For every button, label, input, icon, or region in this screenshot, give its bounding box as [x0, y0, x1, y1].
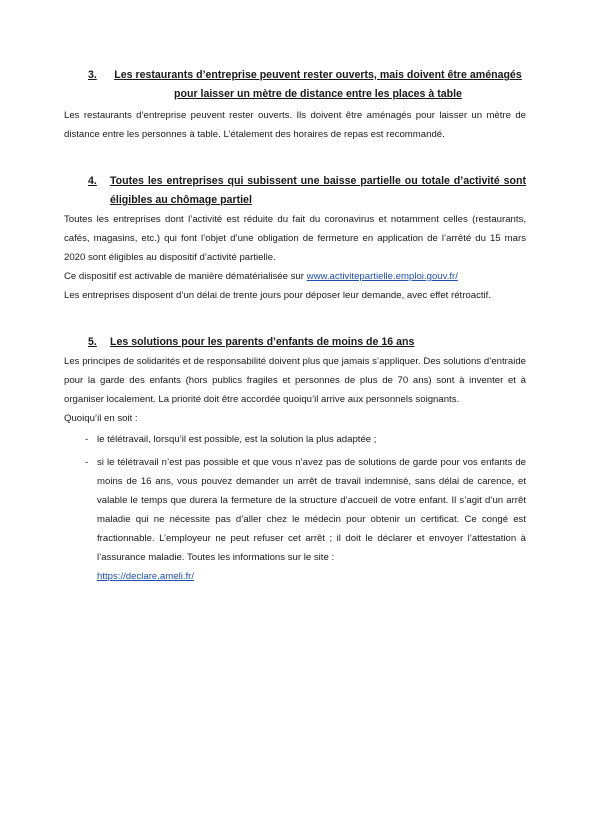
section-4-delay: Les entreprises disposent d’un délai de trente jours pour déposer leur demande, avec effet rétroactif.: [64, 290, 492, 301]
section-5-intro: Quoiqu’il en soit :: [64, 413, 138, 424]
section-4-activation-text: Ce dispositif est activable de manière dématérialisée sur: [64, 271, 307, 282]
section-3-body: Les restaurants d’entreprise peuvent rester ouverts. Ils doivent être aménagés pour laisser un mètre de distance entre les personnes à table. L’étalement des horaires de repas est recommandé.: [64, 110, 526, 140]
section-4-activation: [64, 267, 526, 286]
bullet-item-2: [64, 453, 526, 586]
declare-ameli-link[interactable]: https://declare.ameli.fr/: [97, 571, 195, 582]
section-4-heading: [64, 172, 526, 210]
activite-partielle-link[interactable]: www.activitepartielle.emploi.gouv.fr/: [306, 271, 458, 282]
section-4: [64, 172, 526, 305]
bullet-item-1: [64, 430, 526, 449]
section-5-title: Les solutions pour les parents d’enfants de moins de 16 ans: [110, 336, 415, 348]
section-4-body: Toutes les entreprises dont l’activité est réduite du fait du coronavirus et notamment celles (restaurants, cafés, magasins, etc.) qui font l’objet d’une obligation de fermeture en application de l’arrêté du 15 mars 2020 sont éligibles au dispositif d’activité partielle.: [64, 214, 526, 263]
section-3-number: 3.: [88, 69, 97, 81]
section-3: [64, 66, 526, 144]
section-4-title: Toutes les entreprises qui subissent une baisse partielle ou totale d’activité sont éligibles au chômage partiel: [110, 175, 526, 206]
bullet-2-text: si le télétravail n’est pas possible et que vous n’avez pas de solutions de garde pour vos enfants de moins de 16 ans, vous pouvez demander un arrêt de travail indemnisé, sans délai de carence, et valable le temps que durera la fermeture de la structure d’accueil de votre enfant. Il s’agit d’un arrêt maladie qui ne nécessite pas d’aller chez le médecin pour obtenir un certificat. Ce congé est fractionnable. L’employeur ne peut refuser cet arrêt ; il doit le déclarer et envoyer l’attestation à l’assurance maladie. Toutes les informations sur le site :: [97, 457, 526, 563]
section-3-heading: [64, 66, 526, 104]
section-5-number: 5.: [88, 336, 97, 348]
section-5-body: Les principes de solidarités et de responsabilité doivent plus que jamais s’appliquer. Des solutions d’entraide pour la garde des enfants (hors publics fragiles et personnes de plus de 70 ans) sont à inventer et à organiser localement. La priorité doit être accordée quoiqu’il arrive aux personnels soignants.: [64, 356, 526, 405]
bullet-dash: -: [85, 434, 89, 445]
section-5-heading: [64, 333, 526, 352]
section-5: [64, 333, 526, 586]
section-4-number: 4.: [88, 175, 97, 187]
section-3-title: Les restaurants d’entreprise peuvent rester ouverts, mais doivent être aménagés pour laisser un mètre de distance entre les places à table: [114, 69, 522, 100]
bullet-2-content: [97, 453, 526, 586]
bullet-dash: -: [85, 457, 89, 468]
bullet-1-text: le télétravail, lorsqu’il est possible, est la solution la plus adaptée ;: [97, 434, 377, 445]
